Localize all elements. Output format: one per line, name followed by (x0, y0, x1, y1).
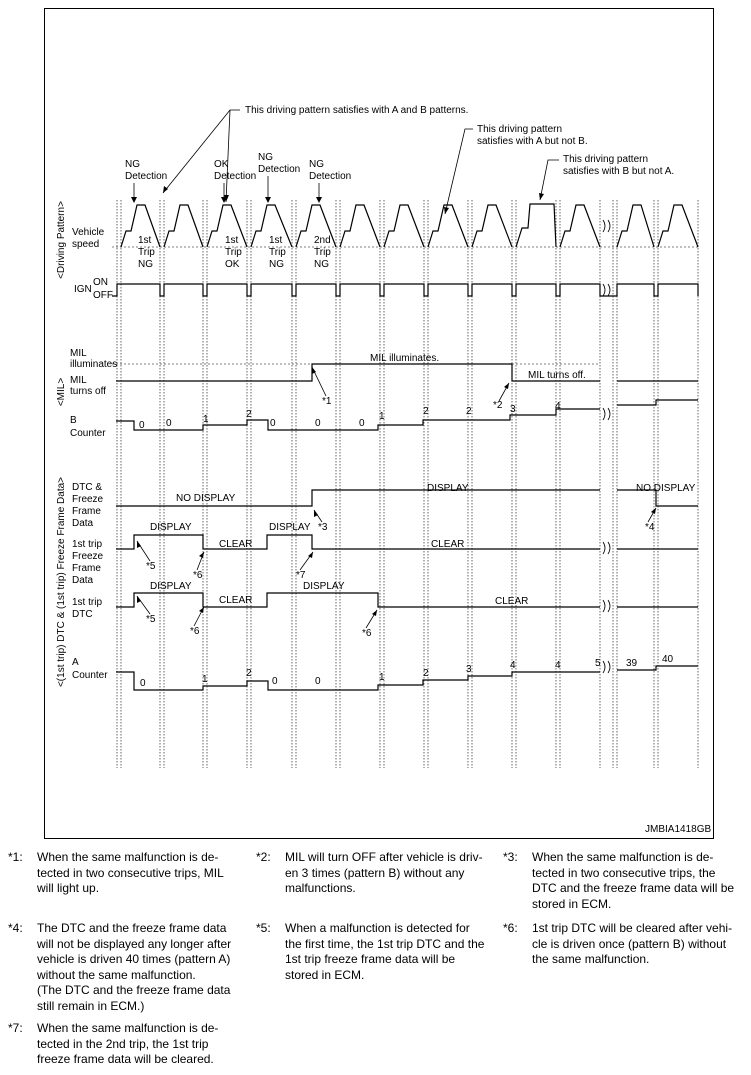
time-break-marker (603, 220, 610, 232)
vehicle-speed-pulse (472, 205, 512, 247)
a-counter-value: 2 (423, 668, 429, 679)
ref-marker-5: *5 (146, 561, 156, 572)
footnote-text: 1st trip DTC will be cleared after vehi- cle is driven once (pattern B) without the same malfunction. (532, 921, 733, 966)
vehicle-speed-pulse (428, 205, 468, 247)
footnote-text: The DTC and the freeze frame data will not be displayed any longer after vehicle is driven 40 times (pattern A) without the same malfunction. (The DTC and the freeze frame data still remain in ECM.) (37, 921, 232, 1013)
footnote-tag: *7: (8, 1021, 23, 1035)
ref-marker-4: *4 (645, 522, 655, 533)
side-label-mil: <MIL> (56, 377, 67, 407)
footnote-text: When the same malfunction is de- tected in the 2nd trip, the 1st trip freeze frame data will be cleared. (37, 1021, 219, 1066)
time-break-marker (603, 600, 610, 612)
a-counter-value: 1 (379, 672, 385, 683)
a-counter-value: 1 (202, 674, 208, 685)
label-ign-on: ON (93, 277, 108, 288)
dtc1-clear-label-2: CLEAR (495, 596, 529, 607)
label-mil-illuminates: MIL illuminates (70, 348, 118, 370)
ref-marker-1: *1 (322, 396, 332, 407)
b-counter-value: 1 (203, 414, 209, 425)
time-break-marker (603, 408, 610, 420)
a-counter-value: 0 (272, 676, 278, 687)
side-label-dtc-freeze-frame: <(1st trip) DTC & (1st trip) Freeze Frame Data> (56, 476, 67, 688)
b-counter-value: 2 (246, 409, 252, 420)
label-b-counter: B Counter (70, 415, 106, 439)
b-counter-value: 0 (139, 420, 145, 431)
a-counter-value: 4 (510, 660, 516, 671)
b-counter-value: 0 (270, 418, 276, 429)
label-vehicle-speed: Vehicle speed (72, 227, 105, 250)
first-trip-ffd-signal (116, 535, 698, 549)
ffd-clear-label-1: CLEAR (219, 539, 253, 550)
detection-label-3: NG Detection (258, 152, 301, 175)
label-ign: IGN (74, 284, 92, 295)
callout-b-not-a: This driving pattern satisfies with B but not A. (563, 154, 675, 177)
a-counter-value: 5 (595, 658, 601, 669)
label-mil-turns-off: MIL turns off (70, 375, 106, 397)
side-label-driving-pattern: <Driving Pattern> (56, 201, 67, 279)
trip-label-2: 1st Trip OK (225, 235, 242, 270)
ref-marker-6: *6 (362, 628, 372, 639)
footnote-text: When the same malfunction is de- tected in two consecutive trips, the DTC and the freeze frame data will be stored in ECM. (532, 850, 735, 911)
label-1st-trip-dtc: 1st trip DTC (72, 597, 103, 620)
a-counter-value: 39 (626, 658, 638, 669)
footnote-tag: *2: (256, 850, 271, 864)
signal-waveforms (112, 204, 698, 690)
b-counter-value: 0 (315, 418, 321, 429)
vehicle-speed-pulse (617, 205, 654, 247)
trip-label-4: 2nd Trip NG (314, 235, 331, 270)
detection-label-4: NG Detection (309, 159, 352, 182)
ref-marker-6: *6 (193, 570, 203, 581)
ffd-clear-label-2: CLEAR (431, 539, 465, 550)
ref-marker-5: *5 (146, 614, 156, 625)
b-counter-value: 0 (359, 418, 365, 429)
dtc-no-display-label: NO DISPLAY (176, 493, 236, 504)
footnote-tag: *3: (503, 850, 518, 864)
footnote-tag: *6: (503, 921, 518, 935)
mil-turns-off-text: MIL turns off. (528, 370, 586, 381)
footnote-text: When the same malfunction is de- tected in two consecutive trips, MIL will light up. (37, 850, 224, 895)
label-ign-off: OFF (93, 290, 113, 301)
a-counter-value: 2 (246, 668, 252, 679)
a-counter-value: 3 (466, 664, 472, 675)
label-a-counter: A Counter (72, 657, 108, 681)
label-1st-trip-freeze-frame-data: 1st trip Freeze Frame Data (72, 539, 104, 586)
ref-marker-2: *2 (493, 400, 503, 411)
a-counter-value: 0 (315, 676, 321, 687)
dtc-display-label: DISPLAY (427, 483, 469, 494)
vehicle-speed-pulse (384, 205, 424, 247)
time-break-marker (603, 284, 610, 296)
callout-a-not-b: This driving pattern satisfies with A but not B. (477, 124, 588, 147)
mil-illuminates-text: MIL illuminates. (370, 353, 440, 364)
b-counter-value: 2 (466, 406, 472, 417)
figure-code: JMBIA1418GB (645, 824, 712, 835)
b-counter-value: 1 (379, 411, 385, 422)
vehicle-speed-pulse (340, 205, 380, 247)
time-break-marker (603, 542, 610, 554)
label-dtc-freeze-frame-data: DTC & Freeze Frame Data (72, 482, 104, 529)
footnote-tag: *5: (256, 921, 271, 935)
ffd-display-label-1: DISPLAY (150, 522, 192, 533)
ref-marker-arrowheads (137, 367, 656, 616)
vehicle-speed-pulse (560, 205, 600, 247)
trip-label-1: 1st Trip NG (138, 235, 155, 270)
a-counter-value: 0 (140, 678, 146, 689)
footnote-text: When a malfunction is detected for the first time, the 1st trip DTC and the 1st trip freeze frame data will be stored in ECM. (285, 921, 485, 982)
b-counter-value: 3 (510, 404, 516, 415)
ref-marker-7: *7 (296, 570, 306, 581)
b-counter-value: 4 (555, 401, 561, 412)
vehicle-speed-pulse (658, 205, 698, 247)
detection-label-1: NG Detection (125, 159, 168, 182)
a-counter-value: 4 (555, 660, 561, 671)
ffd-display-label-2: DISPLAY (269, 522, 311, 533)
b-counter-value: 0 (166, 418, 172, 429)
vehicle-speed-pulse (164, 205, 203, 247)
time-break-marker (603, 661, 610, 673)
vehicle-speed-pulse (516, 204, 556, 247)
ref-marker-3: *3 (318, 522, 328, 533)
footnote-tag: *1: (8, 850, 23, 864)
b-counter-value: 2 (423, 406, 429, 417)
callout-a-and-b: This driving pattern satisfies with A and B patterns. (245, 105, 469, 116)
footnote-text: MIL will turn OFF after vehicle is driv- en 3 times (pattern B) without any malfunctions. (285, 850, 483, 895)
a-counter-value: 40 (662, 654, 674, 665)
trip-label-3: 1st Trip NG (269, 235, 286, 270)
dtc1-display-label-1: DISPLAY (150, 581, 192, 592)
dtc1-display-label-2: DISPLAY (303, 581, 345, 592)
ref-marker-6: *6 (190, 626, 200, 637)
first-trip-dtc-signal (116, 593, 698, 607)
footnote-tag: *4: (8, 921, 23, 935)
dtc-no-display-label-2: NO DISPLAY (636, 483, 696, 494)
detection-label-2: OK Detection (214, 159, 257, 182)
dtc1-clear-label-1: CLEAR (219, 595, 253, 606)
footnotes (8, 850, 748, 1070)
